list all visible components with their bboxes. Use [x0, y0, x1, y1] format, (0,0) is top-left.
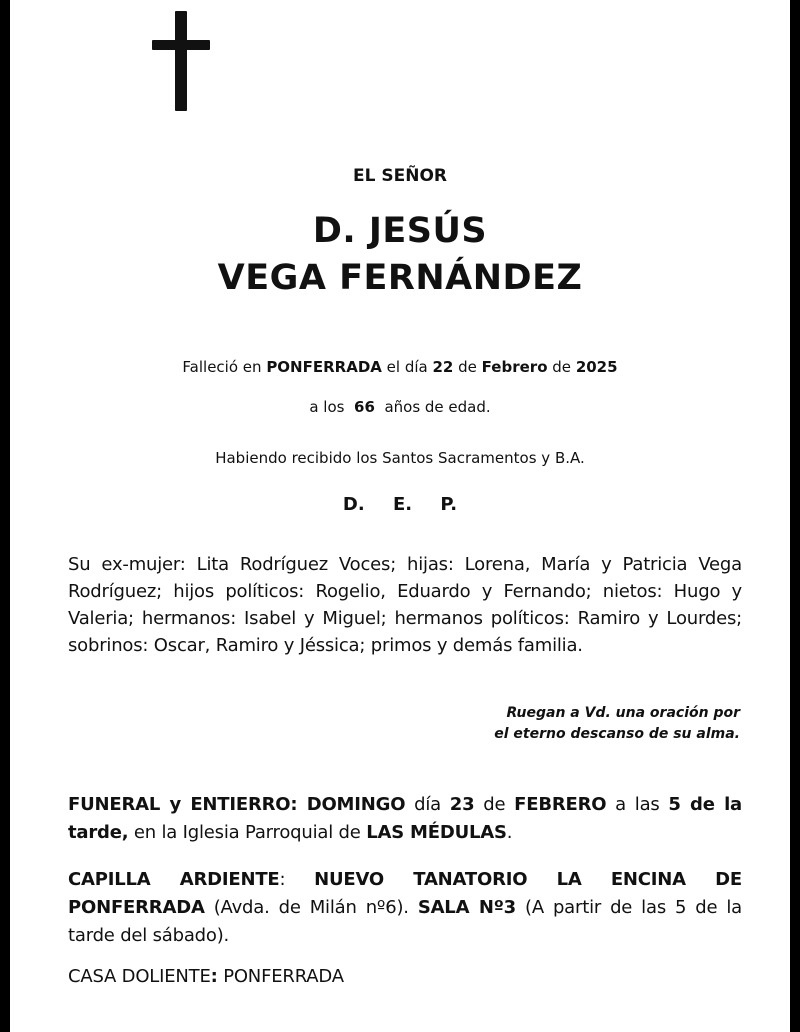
latin-cross-icon — [152, 11, 212, 111]
capilla-sala: SALA Nº3 — [417, 897, 516, 918]
deceased-name — [10, 208, 790, 302]
deceased-name-line1: D. JESÚS — [312, 211, 488, 251]
death-text-1: el día — [386, 358, 428, 376]
capilla-address: (Avda. de Milán nº6). — [213, 897, 409, 918]
death-prefix: Falleció en — [182, 358, 262, 376]
prayer-line1: Ruegan a Vd. una oración por — [506, 705, 740, 721]
family-paragraph: Su ex-mujer: Lita Rodríguez Voces; hijas: Lorena, María y Patricia Vega Rodríguez; hijos políticos: Rogelio, Eduardo y Fernando; nietos: Hugo y Valeria; hermanos: Isabel y Miguel; hermanos políticos: Ramiro y Lourdes; sobrinos: Oscar, Ramiro y Jéssica; primos y demás familia. — [68, 554, 742, 656]
sacraments-statement: Habiendo recibido los Santos Sacramentos y B.A. — [215, 449, 585, 467]
death-day: 22 — [432, 358, 454, 376]
funeral-details — [68, 791, 742, 847]
death-text-3: de — [552, 358, 572, 376]
capilla-colon: : — [279, 869, 286, 890]
death-month: Febrero — [481, 358, 548, 376]
funeral-time: 5 de la tarde, — [68, 794, 742, 843]
capilla-label: CAPILLA ARDIENTE — [68, 869, 280, 890]
casa-doliente — [68, 966, 344, 987]
funeral-end: . — [506, 822, 513, 843]
funeral-month: FEBRERO — [514, 794, 607, 815]
capilla-details — [68, 866, 742, 950]
capilla-venue: NUEVO TANATORIO LA ENCINA DE PONFERRADA — [68, 869, 742, 918]
age-years: 66 — [354, 398, 375, 416]
funeral-text-4: en la Iglesia Parroquial de — [133, 822, 361, 843]
age-suffix: años de edad. — [384, 398, 491, 416]
death-year: 2025 — [575, 358, 618, 376]
age-statement — [10, 398, 790, 416]
casa-value: PONFERRADA — [223, 966, 344, 987]
obituary-page — [10, 0, 790, 1032]
deceased-name-line2: VEGA FERNÁNDEZ — [217, 258, 583, 298]
death-place: PONFERRADA — [266, 358, 382, 376]
prayer-request — [68, 703, 740, 745]
prayer-line2: el eterno descanso de su alma. — [494, 726, 740, 742]
funeral-text-2: de — [483, 794, 506, 815]
funeral-label: FUNERAL y ENTIERRO: DOMINGO — [68, 794, 406, 815]
age-prefix: a los — [309, 398, 345, 416]
heading-title: EL SEÑOR — [353, 166, 447, 186]
casa-colon: : — [210, 966, 218, 987]
funeral-text-1: día — [414, 794, 441, 815]
dep-initials: D. E. P. — [342, 494, 458, 515]
capilla-note: (A partir de las 5 de la tarde del sábado). — [68, 897, 742, 946]
funeral-day: 23 — [449, 794, 475, 815]
funeral-text-3: a las — [615, 794, 660, 815]
funeral-church: LAS MÉDULAS — [366, 822, 507, 843]
death-statement — [10, 358, 790, 376]
casa-label: CASA DOLIENTE — [68, 966, 211, 987]
death-text-2: de — [458, 358, 477, 376]
